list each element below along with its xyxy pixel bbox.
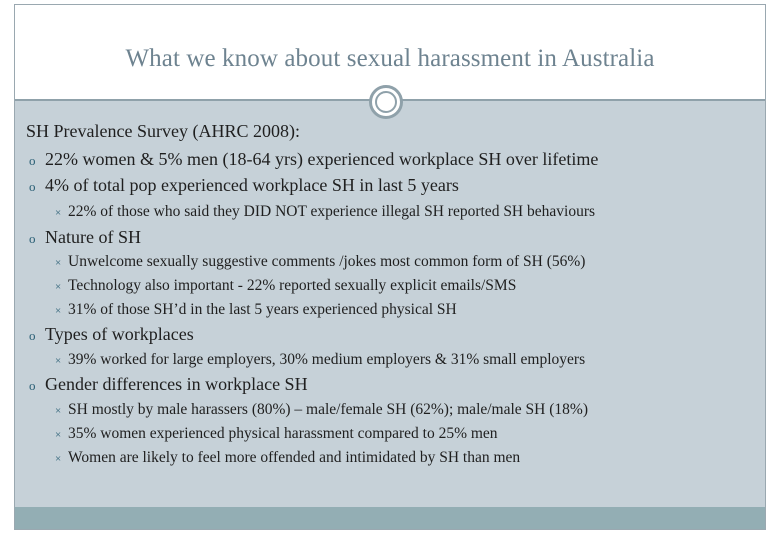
bullet-item bbox=[29, 175, 459, 196]
circle-bullet-icon: o bbox=[29, 231, 36, 246]
cross-bullet-icon: × bbox=[55, 257, 62, 269]
sub-bullet-item bbox=[55, 253, 585, 271]
sub-bullet-item bbox=[55, 277, 516, 295]
sub-bullet-item bbox=[55, 203, 595, 221]
bullet-text: 4% of total pop experienced workplace SH in last 5 years bbox=[45, 175, 459, 195]
section-heading: SH Prevalence Survey (AHRC 2008): bbox=[26, 121, 300, 141]
sub-bullet-item bbox=[55, 351, 585, 369]
cross-bullet-icon: × bbox=[55, 207, 62, 219]
cross-bullet-icon: × bbox=[55, 281, 62, 293]
circle-bullet-icon: o bbox=[29, 179, 36, 194]
bullet-item bbox=[29, 227, 141, 248]
bullet-text: Types of workplaces bbox=[45, 324, 194, 344]
sub-bullet-text: Technology also important - 22% reported sexually explicit emails/SMS bbox=[68, 277, 517, 294]
sub-bullet-text: 35% women experienced physical harassment compared to 25% men bbox=[68, 425, 498, 442]
sub-bullet-item bbox=[55, 301, 457, 319]
cross-bullet-icon: × bbox=[55, 453, 62, 465]
cross-bullet-icon: × bbox=[55, 305, 62, 317]
slide-title: What we know about sexual harassment in Australia bbox=[125, 45, 655, 72]
bullet-item bbox=[29, 374, 308, 395]
circle-bullet-icon: o bbox=[29, 328, 36, 343]
cross-bullet-icon: × bbox=[55, 429, 62, 441]
sub-bullet-text: 22% of those who said they DID NOT experience illegal SH reported SH behaviours bbox=[68, 203, 596, 220]
sub-bullet-item bbox=[55, 425, 498, 443]
bottom-bar bbox=[15, 507, 765, 529]
sub-bullet-item bbox=[55, 401, 588, 419]
circle-bullet-icon: o bbox=[29, 378, 36, 393]
bullet-item bbox=[29, 324, 194, 345]
cross-bullet-icon: × bbox=[55, 405, 62, 417]
sub-bullet-text: Women are likely to feel more offended and intimidated by SH than men bbox=[68, 449, 521, 466]
bullet-item bbox=[29, 149, 598, 170]
sub-bullet-text: 31% of those SH’d in the last 5 years experienced physical SH bbox=[68, 301, 457, 318]
circle-bullet-icon: o bbox=[29, 153, 36, 168]
bullet-text: Nature of SH bbox=[45, 227, 141, 247]
sub-bullet-text: SH mostly by male harassers (80%) – male/female SH (62%); male/male SH (18%) bbox=[68, 401, 588, 418]
cross-bullet-icon: × bbox=[55, 355, 62, 367]
sub-bullet-text: 39% worked for large employers, 30% medium employers & 31% small employers bbox=[68, 351, 586, 368]
slide bbox=[14, 4, 766, 530]
bullet-text: Gender differences in workplace SH bbox=[45, 374, 308, 394]
ring-ornament-icon bbox=[369, 85, 403, 119]
ring-inner bbox=[375, 91, 397, 113]
sub-bullet-item bbox=[55, 449, 520, 467]
bullet-text: 22% women & 5% men (18-64 yrs) experienced workplace SH over lifetime bbox=[45, 149, 599, 169]
sub-bullet-text: Unwelcome sexually suggestive comments /jokes most common form of SH (56%) bbox=[68, 253, 586, 270]
